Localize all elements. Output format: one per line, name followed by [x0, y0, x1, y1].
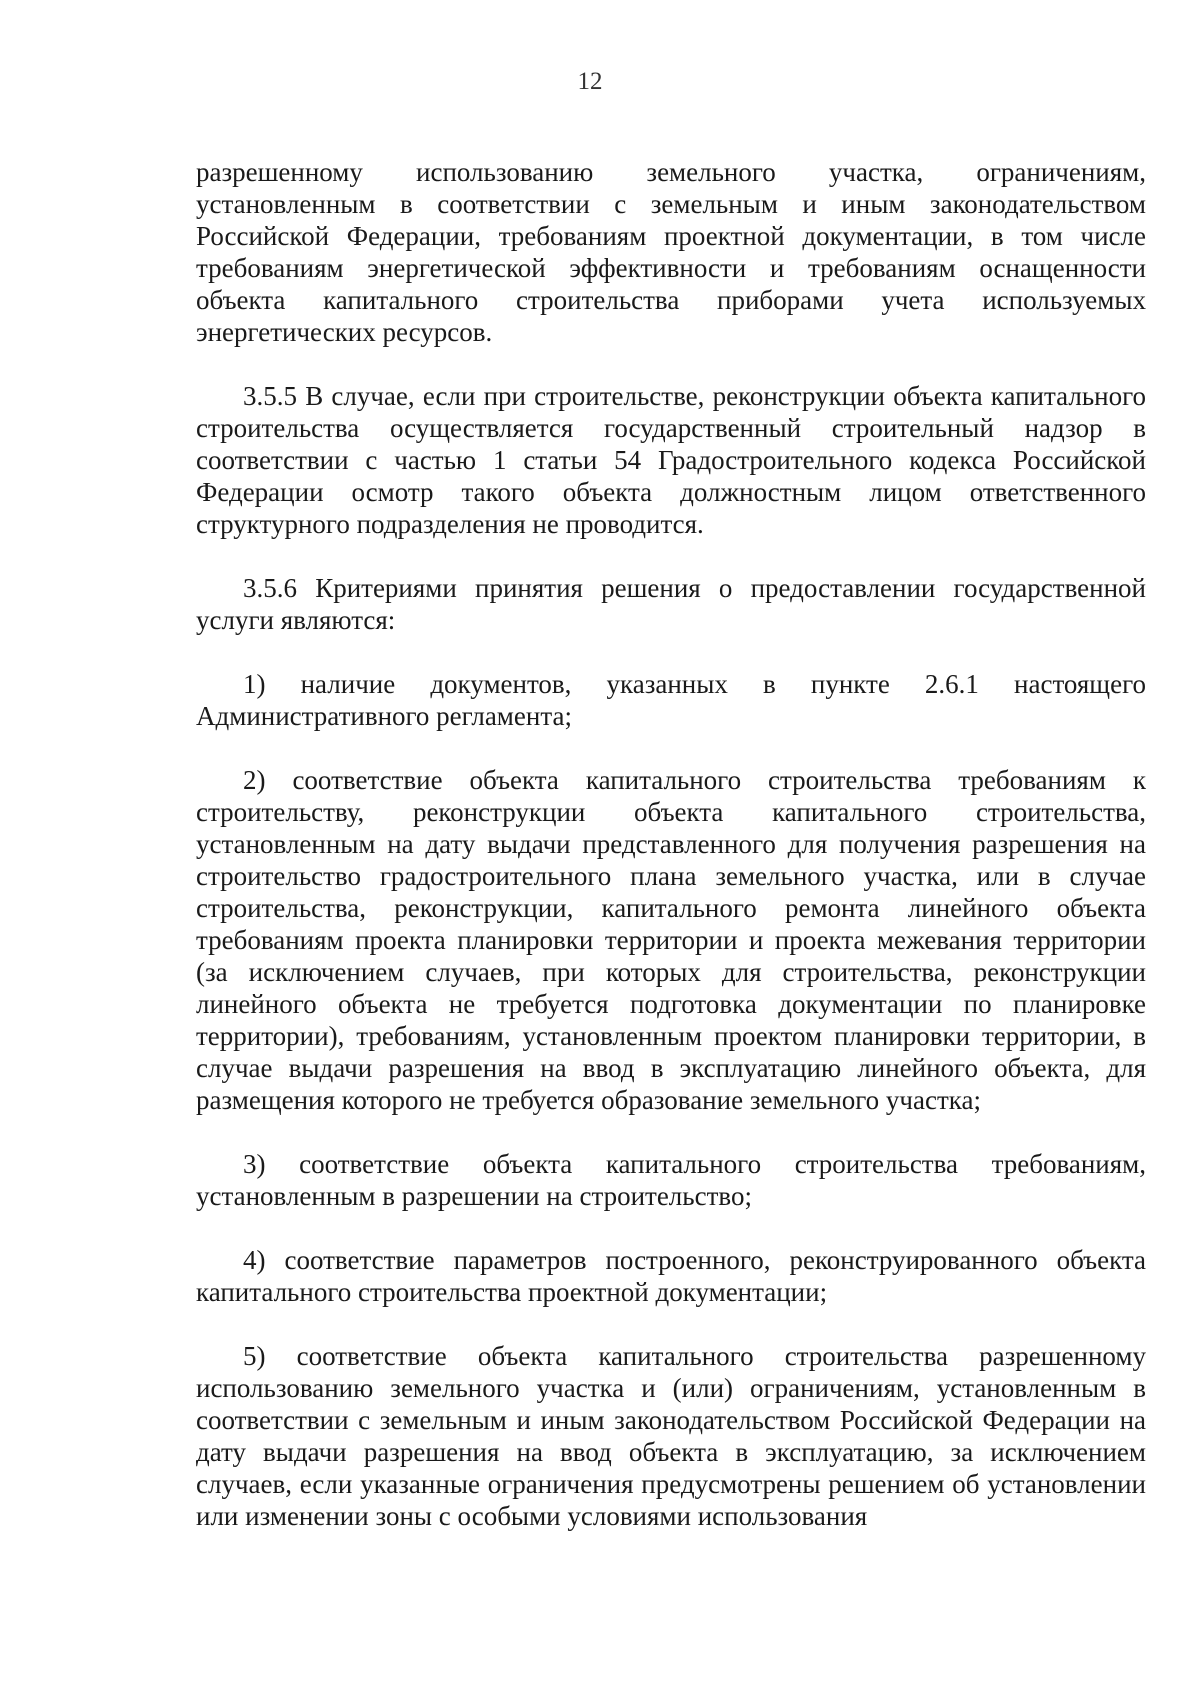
- criterion-item-4: 4) соответствие параметров построенного, реконструированного объекта капитального строительства проектной документации;: [196, 1245, 1146, 1307]
- paragraph-3-5-6: 3.5.6 Критериями принятия решения о предоставлении государственной услуги являются:: [196, 573, 1146, 635]
- criterion-item-3: 3) соответствие объекта капитального строительства требованиям, установленным в разрешении на строительство;: [196, 1149, 1146, 1211]
- paragraph-continuation: разрешенному использованию земельного участка, ограничениям, установленным в соответствии с земельным и иным законодательством Российской Федерации, требованиям проектной документации, в том числе требованиям энергетической эффективности и требованиям оснащенности объекта капитального строительства приборами учета используемых энергетических ресурсов.: [196, 157, 1146, 347]
- criterion-item-5: 5) соответствие объекта капитального строительства разрешенному использованию земельного участка и (или) ограничениям, установленным в соответствии с земельным и иным законодательством Российской Федерации на дату выдачи разрешения на ввод объекта в эксплуатацию, за исключением случаев, если указанные ограничения предусмотрены решением об установлении или изменении зоны с особыми условиями использования: [196, 1341, 1146, 1531]
- page-number: 12: [577, 68, 603, 95]
- criterion-item-1: 1) наличие документов, указанных в пункте 2.6.1 настоящего Административного регламента;: [196, 669, 1146, 731]
- criterion-item-2: 2) соответствие объекта капитального строительства требованиям к строительству, реконструкции объекта капитального строительства, установленным на дату выдачи представленного для получения разрешения на строительство градостроительного плана земельного участка, или в случае строительства, реконструкции, капитального ремонта линейного объекта требованиям проекта планировки территории и проекта межевания территории (за исключением случаев, при которых для строительства, реконструкции линейного объекта не требуется подготовка документации по планировке территории), требованиям, установленным проектом планировки территории, в случае выдачи разрешения на ввод в эксплуатацию линейного объекта, для размещения которого не требуется образование земельного участка;: [196, 765, 1146, 1115]
- paragraph-3-5-5: 3.5.5 В случае, если при строительстве, реконструкции объекта капитального строительства осуществляется государственный строительный надзор в соответствии с частью 1 статьи 54 Градостроительного кодекса Российской Федерации осмотр такого объекта должностным лицом ответственного структурного подразделения не проводится.: [196, 381, 1146, 539]
- document-body: [196, 156, 1146, 1564]
